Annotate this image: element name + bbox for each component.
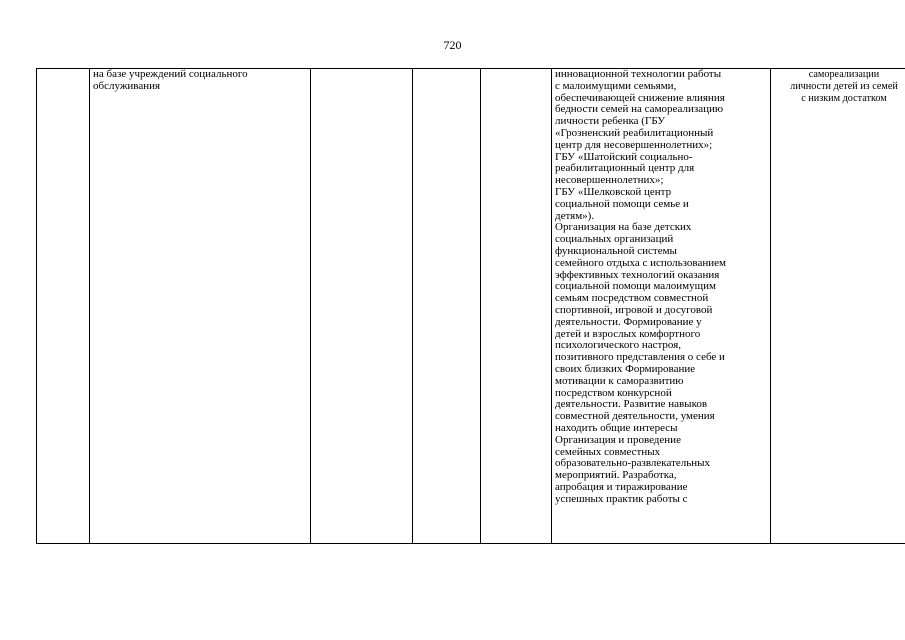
- page-number: 720: [443, 38, 462, 52]
- cell-text-line: бедности семей на самореализацию: [555, 103, 724, 116]
- table-cell-description: [552, 69, 771, 544]
- cell-text-line: семейного отдыха с использованием: [555, 256, 726, 269]
- cell-text-line: детям»).: [555, 209, 595, 222]
- cell-text-line: ГБУ «Шатойский социально-: [555, 150, 693, 163]
- cell-text-line: социальных организаций: [555, 233, 674, 246]
- cell-text-line: эффективных технологий оказания: [555, 268, 720, 281]
- cell-text-line: успешных практик работы с: [555, 492, 688, 505]
- cell-text-line: социальной помощи малоимущим: [555, 280, 716, 293]
- cell-text-line: спортивной, игровой и досуговой: [555, 303, 713, 316]
- cell-text-line: находить общие интересы: [555, 421, 678, 434]
- cell-text-line: ГБУ «Шелковской центр: [555, 185, 672, 198]
- cell-text-line: мероприятий. Разработка,: [555, 469, 677, 482]
- cell-text-line: с низким достатком: [801, 92, 887, 104]
- cell-text-line: семейных совместных: [555, 445, 661, 458]
- cell-text-line: мотивации к саморазвитию: [555, 374, 684, 387]
- cell-text-line: апробация и тиражирование: [555, 480, 688, 493]
- cell-text-line: Организация и проведение: [555, 433, 681, 446]
- cell-text-line: психологического настроя,: [555, 339, 682, 352]
- cell-text-line: «Грозненский реабилитационный: [555, 126, 714, 139]
- cell-text-line: самореализации: [808, 69, 880, 80]
- cell-text-line: совместной деятельности, умения: [555, 410, 715, 423]
- cell-text-line: позитивного представления о себе и: [555, 351, 725, 364]
- cell-text-line: детей и взрослых комфортного: [555, 327, 701, 340]
- cell-text-line: посредством конкурсной: [555, 386, 672, 399]
- cell-text-line: на базе учреждений социального: [93, 68, 248, 80]
- cell-text-line: функциональной системы: [555, 244, 677, 257]
- table-cell-start-date: [413, 69, 481, 544]
- table-row: [37, 69, 905, 544]
- program-table: [36, 68, 905, 544]
- cell-text-line: несовершеннолетних»;: [555, 174, 664, 187]
- cell-text-line: реабилитационный центр для: [555, 162, 695, 175]
- cell-text-line: личности ребенка (ГБУ: [555, 115, 666, 128]
- cell-text-line: обеспечивающей снижение влияния: [555, 91, 725, 104]
- cell-text-line: Организация на базе детских: [555, 221, 692, 234]
- cell-text-line: деятельности. Развитие навыков: [555, 398, 708, 411]
- table-cell-executor: [311, 69, 413, 544]
- table-cell-number: [37, 69, 90, 544]
- cell-text-line: с малоимущими семьями,: [555, 79, 677, 92]
- table-cell-activity: [90, 69, 311, 544]
- cell-text-line: личности детей из семей: [790, 80, 898, 92]
- cell-text-line: семьям посредством совместной: [555, 292, 709, 305]
- cell-text-line: обслуживания: [93, 79, 161, 92]
- cell-text-line: своих близких Формирование: [555, 362, 696, 375]
- cell-text-line: социальной помощи семье и: [555, 197, 689, 210]
- table-cell-result: [771, 69, 905, 544]
- cell-text-line: деятельности. Формирование у: [555, 315, 702, 328]
- cell-text-line: центр для несовершеннолетних»;: [555, 138, 713, 151]
- cell-text-line: образовательно-развлекательных: [555, 457, 711, 470]
- table-cell-end-date: [481, 69, 552, 544]
- cell-text-line: инновационной технологии работы: [555, 68, 722, 80]
